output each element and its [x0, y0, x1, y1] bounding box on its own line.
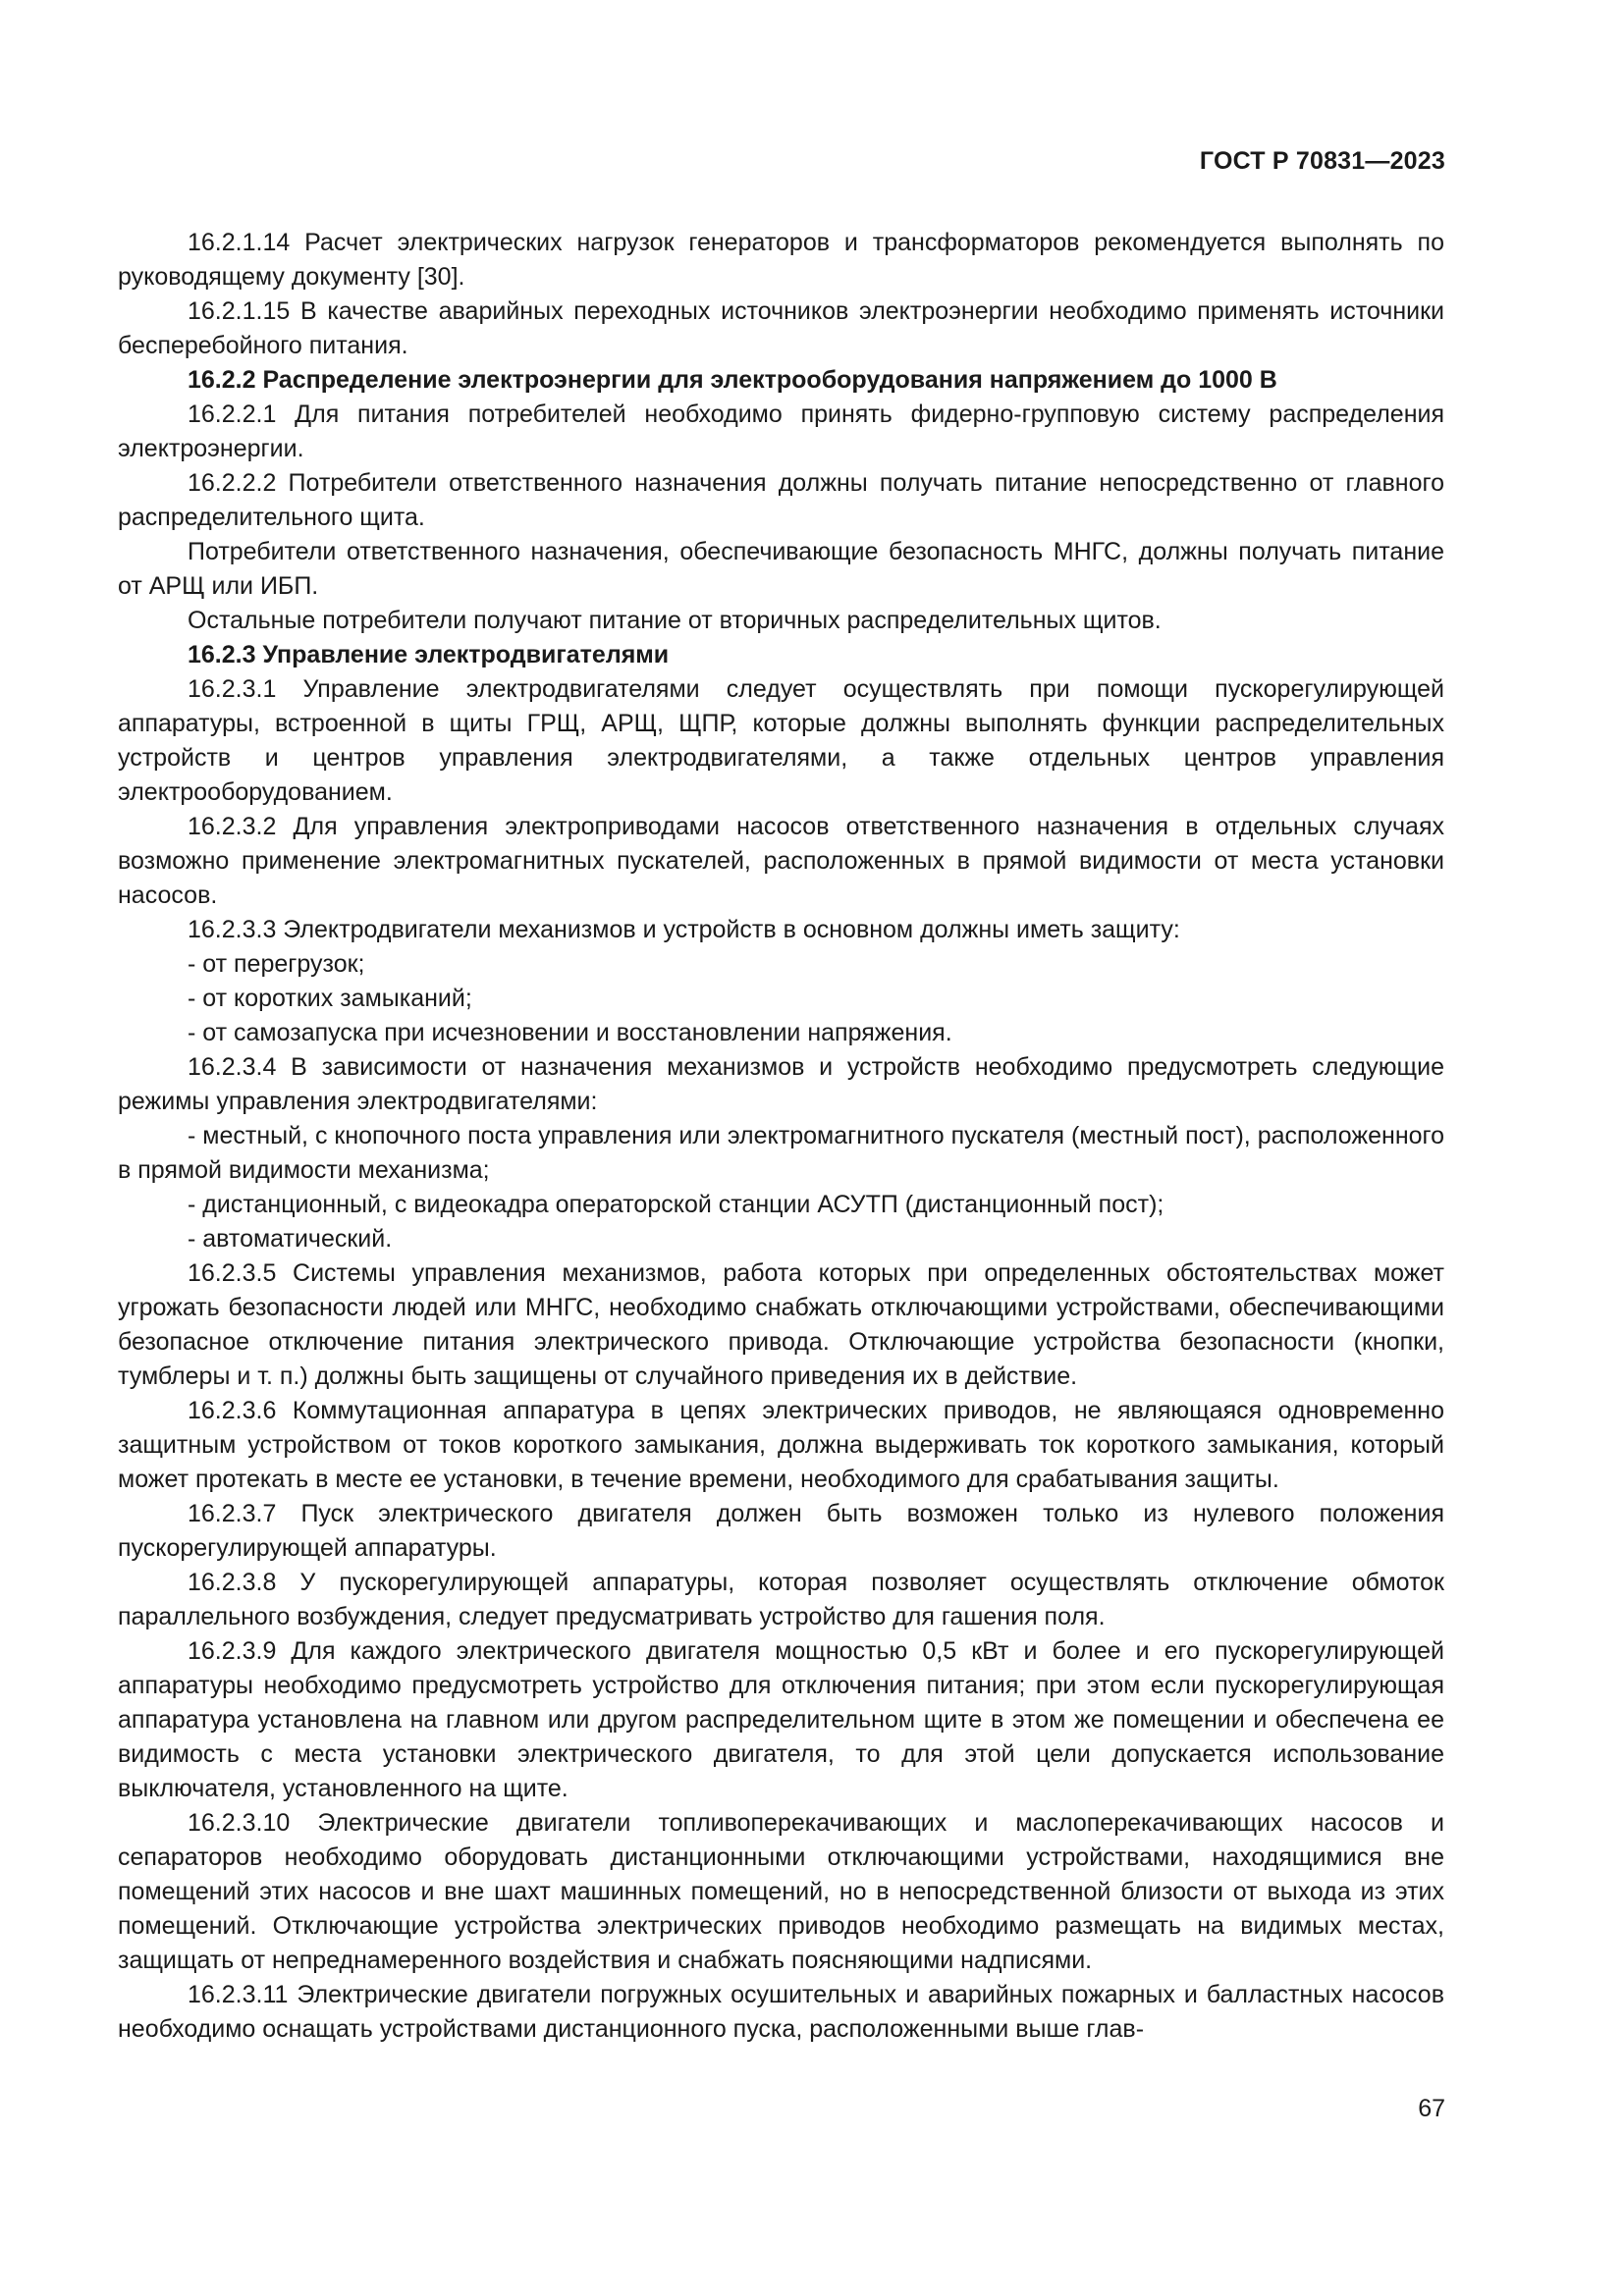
paragraph-other-consumers: Остальные потребители получают питание от вторичных распределительных щитов.: [188, 607, 1162, 634]
section-heading-16-2-3: 16.2.3 Управление электродвигателями: [188, 641, 670, 668]
section-heading-16-2-2: 16.2.2 Распределение электроэнергии для электрооборудования напряжением до 1000 В: [188, 366, 1277, 394]
document-header: ГОСТ Р 70831—2023: [1199, 147, 1445, 175]
list-item-local-mode: - местный, с кнопочного поста управления или электромагнитного пускателя (местный пост), расположенного в прямой видимости механизма;: [118, 1122, 1444, 1184]
paragraph-16-2-3-11: 16.2.3.11 Электрические двигатели погружных осушительных и аварийных пожарных и балластных насосов необходимо оснащать устройствами дистанционного пуска, расположенными выше глав-: [118, 1981, 1444, 2043]
page-number: 67: [1418, 2095, 1445, 2122]
paragraph-critical-consumers: Потребители ответственного назначения, обеспечивающие безопасность МНГС, должны получать питание от АРЩ или ИБП.: [118, 538, 1444, 600]
list-item-automatic-mode: - автоматический.: [188, 1225, 393, 1253]
paragraph-16-2-3-7: 16.2.3.7 Пуск электрического двигателя должен быть возможен только из нулевого положения пускорегулирующей аппаратуры.: [118, 1500, 1444, 1562]
paragraph-16-2-2-1: 16.2.2.1 Для питания потребителей необходимо принять фидерно-групповую систему распределения электроэнергии.: [118, 400, 1444, 462]
list-item-short-circuit: - от коротких замыканий;: [188, 985, 472, 1012]
paragraph-16-2-3-1: 16.2.3.1 Управление электродвигателями следует осуществлять при помощи пускорегулирующей аппаратуры, встроенной в щиты ГРЩ, АРЩ, ЩПР, которые должны выполнять функции распределительных устройств и центров управления электродвигателями, а также отдельных центров управления электрооборудованием.: [118, 675, 1444, 806]
list-item-remote-mode: - дистанционный, с видеокадра операторской станции АСУТП (дистанционный пост);: [188, 1191, 1164, 1218]
paragraph-16-2-2-2: 16.2.2.2 Потребители ответственного назначения должны получать питание непосредственно от главного распределительного щита.: [118, 469, 1444, 531]
paragraph-16-2-3-2: 16.2.3.2 Для управления электроприводами насосов ответственного назначения в отдельных случаях возможно применение электромагнитных пускателей, расположенных в прямой видимости от места установки насосов.: [118, 813, 1444, 909]
paragraph-16-2-3-10: 16.2.3.10 Электрические двигатели топливоперекачивающих и маслоперекачивающих насосов и сепараторов необходимо оборудовать дистанционными отключающими устройствами, находящимися вне помещений этих насосов и вне шахт машинных помещений, но в непосредственной близости от выхода из этих помещений. Отключающие устройства электрических приводов необходимо размещать на видимых местах, защищать от непреднамеренного воздействия и снабжать поясняющими надписями.: [118, 1809, 1444, 1974]
paragraph-16-2-3-6: 16.2.3.6 Коммутационная аппаратура в цепях электрических приводов, не являющаяся одновременно защитным устройством от токов короткого замыкания, должна выдерживать ток короткого замыкания, который может протекать в месте ее установки, в течение времени, необходимого для срабатывания защиты.: [118, 1397, 1444, 1493]
list-item-overload: - от перегрузок;: [188, 950, 365, 978]
paragraph-16-2-3-9: 16.2.3.9 Для каждого электрического двигателя мощностью 0,5 кВт и более и его пускорегулирующей аппаратуры необходимо предусмотреть устройство для отключения питания; при этом если пускорегулирующая аппаратура установлена на главном или другом распределительном щите в этом же помещении и обеспечена ее видимость с места установки электрического двигателя, то для этой цели допускается использование выключателя, установленного на щите.: [118, 1637, 1444, 1802]
paragraph-16-2-1-14: 16.2.1.14 Расчет электрических нагрузок генераторов и трансформаторов рекомендуется выполнять по руководящему документу [30].: [118, 229, 1444, 291]
document-body: [118, 226, 1444, 2047]
paragraph-16-2-3-5: 16.2.3.5 Системы управления механизмов, работа которых при определенных обстоятельствах может угрожать безопасности людей или МНГС, необходимо снабжать отключающими устройствами, обеспечивающими безопасное отключение питания электрического привода. Отключающие устройства безопасности (кнопки, тумблеры и т. п.) должны быть защищены от случайного приведения их в действие.: [118, 1259, 1444, 1390]
paragraph-16-2-3-4: 16.2.3.4 В зависимости от назначения механизмов и устройств необходимо предусмотреть следующие режимы управления электродвигателями:: [118, 1053, 1444, 1115]
paragraph-16-2-3-3: 16.2.3.3 Электродвигатели механизмов и устройств в основном должны иметь защиту:: [188, 916, 1180, 943]
list-item-self-start: - от самозапуска при исчезновении и восстановлении напряжения.: [188, 1019, 952, 1046]
paragraph-16-2-3-8: 16.2.3.8 У пускорегулирующей аппаратуры, которая позволяет осуществлять отключение обмоток параллельного возбуждения, следует предусматривать устройство для гашения поля.: [118, 1569, 1444, 1630]
paragraph-16-2-1-15: 16.2.1.15 В качестве аварийных переходных источников электроэнергии необходимо применять источники бесперебойного питания.: [118, 297, 1444, 359]
